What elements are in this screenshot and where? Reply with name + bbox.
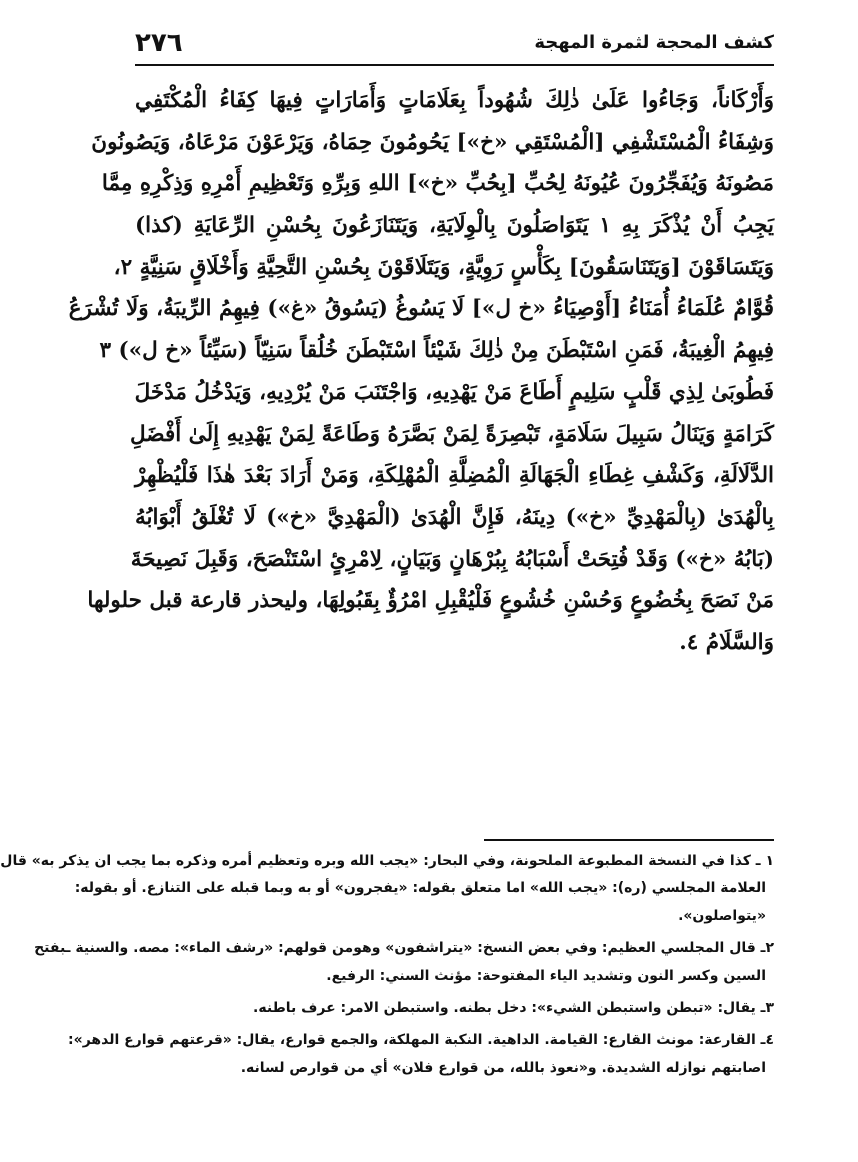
- page-number: ٢٧٦: [135, 28, 183, 58]
- main-text-line: فَطُوبَىٰ لِذِي قَلْبٍ سَلِيمٍ أَطَاعَ مَنْ يَهْدِيهِ، وَاجْتَنَبَ مَنْ يُرْدِيهِ، وَيَدْخُلُ مَدْخَلَ: [134, 379, 774, 405]
- footnote-line: اصابتهم نوازله الشديدة. و«نعوذ بالله، من قوارع فلان» أي من قوارص لسانه.: [240, 1059, 766, 1076]
- main-text-line: وَأَرْكَاناً، وَجَاءُوا عَلَىٰ ذٰلِكَ شُهُوداً بِعَلَامَاتٍ وَأَمَارَاتٍ فِيهَا كِفَاءُ الْمُكْتَفِي: [135, 88, 774, 113]
- main-text-line: الدَّلَالَةِ، وَكَشْفِ غِطَاءِ الْجَهَالَةِ الْمُضِلَّةِ الْمُهْلِكَةِ، وَمَنْ أَرَادَ بَعْدَ هٰذَا فَلْيُظْهِرْ: [135, 463, 774, 489]
- running-title: كشف المحجة لثمرة المهجة: [534, 32, 774, 53]
- footnote-4: [68, 1027, 774, 1082]
- main-text-line: (بَابُهُ «خ») وَقَدْ فُتِحَتْ أَسْبَابُهُ بِبُرْهَانٍ وَبَيَانٍ، لِامْرِئٍ اسْتَنْصَحَ، وَقَبِلَ نَصِيحَةَ: [130, 546, 774, 572]
- main-text: [68, 80, 774, 664]
- main-text-line: قُوَّامٌ عُلَمَاءُ أُمَنَاءُ [أَوْصِيَاءُ «خ ل»] لَا يَسُوغُ (يَسُوقُ «غ») فِيهِمُ الرِّيبَةُ، وَلَا تُشْرَعُ: [68, 296, 774, 322]
- footnote-line: «يتواصلون».: [678, 907, 766, 924]
- footnote-line: ١ ـ كذا في النسخة المطبوعة الملحونة، وفي البحار: «يجب الله وبره وتعظيم أمره وذكره بما يجب ان يذكر به» قال: [0, 853, 774, 869]
- main-text-line: فِيهِمُ الْغِيبَةُ، فَمَنِ اسْتَبْطَنَ مِنْ ذٰلِكَ شَيْئاً اسْتَبْطَنَ خُلُقاً سَنِيّاً (سَيِّئاً «خ ل») ٣: [99, 338, 774, 364]
- footnote-3: [135, 995, 774, 1022]
- main-text-line: كَرَامَةٍ وَيَنَالُ سَبِيلَ سَلَامَةٍ، تَبْصِرَةً لِمَنْ بَصَّرَهُ وَطَاعَةً لِمَنْ يَهْدِيهِ إِلَىٰ أَفْضَلِ: [130, 421, 774, 447]
- footnote-1: [0, 848, 774, 930]
- main-text-line: مَنْ نَصَحَ بِخُضُوعٍ وَحُسْنِ خُشُوعٍ فَلْيُقْبِلِ امْرُؤٌ بِقَبُولِهَا، وليحذر قارعة قبل حلولها: [87, 588, 774, 614]
- main-text-line: وَالسَّلَامُ ٤.: [679, 629, 774, 655]
- main-text-line: وَيَتَسَاقَوْنَ [وَيَتَنَاسَقُونَ] بِكَأْسٍ رَوِيَّةٍ، وَيَتَلَاقَوْنَ بِحُسْنِ التَّحِيَّةِ وَأَخْلَاقٍ سَنِيَّةٍ ٢،: [113, 254, 774, 280]
- footnote-line: ٣ـ يقال: «تبطن واستبطن الشيء»: دخل بطنه. واستبطن الامر: عرف باطنه.: [253, 999, 774, 1016]
- footnote-line: السين وكسر النون وتشديد الياء المفتوحة: مؤنث السني: الرفيع.: [326, 967, 766, 984]
- footnotes: [0, 848, 774, 1082]
- footnote-separator: [484, 839, 774, 841]
- footnote-line: ٢ـ قال المجلسي العظيم: وفي بعض النسخ: «يتراشفون» وهومن قولهم: «رشف الماء»: مصه. والسنية ـبفتح: [34, 940, 774, 957]
- main-text-line: مَصُونَهُ وَيُفَجِّرُونَ عُيُونَهُ لِحُبِّ [بِحُبِّ «خ»] اللهِ وَبِرِّهِ وَتَعْظِيمِ أَمْرِهِ وَذِكْرِهِ مِمَّا: [101, 171, 774, 197]
- main-text-line: وَشِفَاءُ الْمُسْتَشْفِي [الْمُسْتَقِي «خ»] يَحُومُونَ حِمَاهُ، وَيَرْعَوْنَ مَرْعَاهُ، وَيَصُونُونَ: [91, 129, 774, 155]
- footnote-2: [34, 935, 774, 990]
- main-text-line: بِالْهُدَىٰ (بِالْمَهْدِيِّ «خ») دِينَهُ، فَإِنَّ الْهُدَىٰ (الْمَهْدِيَّ «خ») لَا تُغْلَقُ أَبْوَابُهُ: [135, 504, 774, 530]
- footnote-line: ٤ـ القارعة: مونث القارع: القيامة. الداهية. النكبة المهلكة، والجمع قوارع، يقال: «قرعتهم قوارع الدهر»:: [68, 1032, 774, 1049]
- footnote-line: العلامة المجلسي (ره): «يجب الله» اما متعلق بقوله: «يفجرون» أو به وبما قبله على التنازع. أو بقوله:: [74, 880, 766, 897]
- header-rule: [135, 64, 774, 66]
- page-header: [135, 28, 774, 62]
- main-text-line: يَجِبُ أَنْ يُذْكَرَ بِهِ ١ يَتَوَاصَلُونَ بِالْوِلَايَةِ، وَيَتَنَازَعُونَ بِحُسْنِ الرِّعَايَةِ (كذا): [135, 213, 774, 239]
